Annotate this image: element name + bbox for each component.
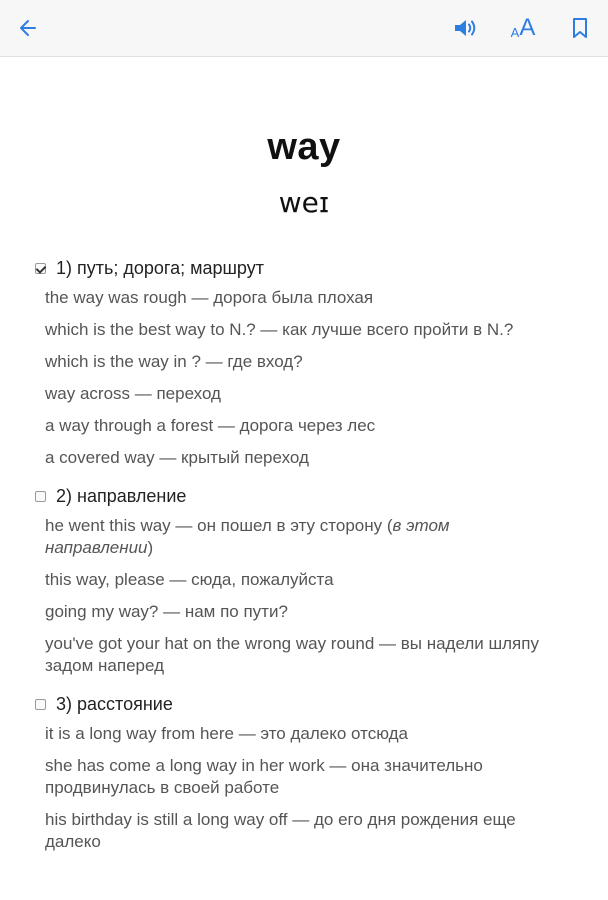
sense-label: 2) направление [56,485,187,506]
sense-checkbox-2[interactable] [35,491,46,502]
sense-header [0,482,608,510]
example-item: you've got your hat on the wrong way round — вы надели шляпу задом наперед [45,634,539,675]
example-item: going my way? — нам по пути? [45,602,288,621]
speaker-icon [453,17,479,39]
arrow-left-icon [18,18,38,38]
sense-2 [0,482,608,682]
example-item: a way through a forest — дорога через лес [45,416,376,435]
sense-label: 1) путь; дорога; маршрут [56,257,264,278]
transcription: weɪ [278,186,330,219]
sense-header [0,690,608,718]
example-item: he went this way — он пошел в эту сторону (в этом направлении) [45,516,450,557]
font-size-icon-big: A [519,14,536,41]
sound-button[interactable] [448,10,484,46]
example-item: which is the way in ? — где вход? [45,352,303,371]
example-item: the way was rough — дорога была плохая [45,288,374,307]
example-item: she has come a long way in her work — она значительно продвинулась в своей работе [45,756,483,797]
font-size-button[interactable] [503,10,543,46]
example-item: it is a long way from here — это далеко отсюда [45,724,408,743]
example-item: way across — переход [45,384,221,403]
bookmark-button[interactable] [564,10,596,46]
bookmark-icon [572,17,588,39]
back-button[interactable] [10,10,46,46]
sense-checkbox-3[interactable] [35,699,46,710]
senses-list [0,254,608,866]
font-size-icon-small: A [510,24,520,40]
sense-label: 3) расстояние [56,693,173,714]
example-item: this way, please — сюда, пожалуйста [45,570,334,589]
sense-header [0,254,608,282]
toolbar [0,0,608,57]
sense-1 [0,254,608,474]
headword: way [267,126,341,168]
sense-checkbox-1[interactable] [35,263,46,274]
example-item: which is the best way to N.? — как лучше всего пройти в N.? [45,320,514,339]
sense-3 [0,690,608,858]
example-item: his birthday is still a long way off — до его дня рождения еще далеко [45,810,516,851]
example-item: a covered way — крытый переход [45,448,309,467]
